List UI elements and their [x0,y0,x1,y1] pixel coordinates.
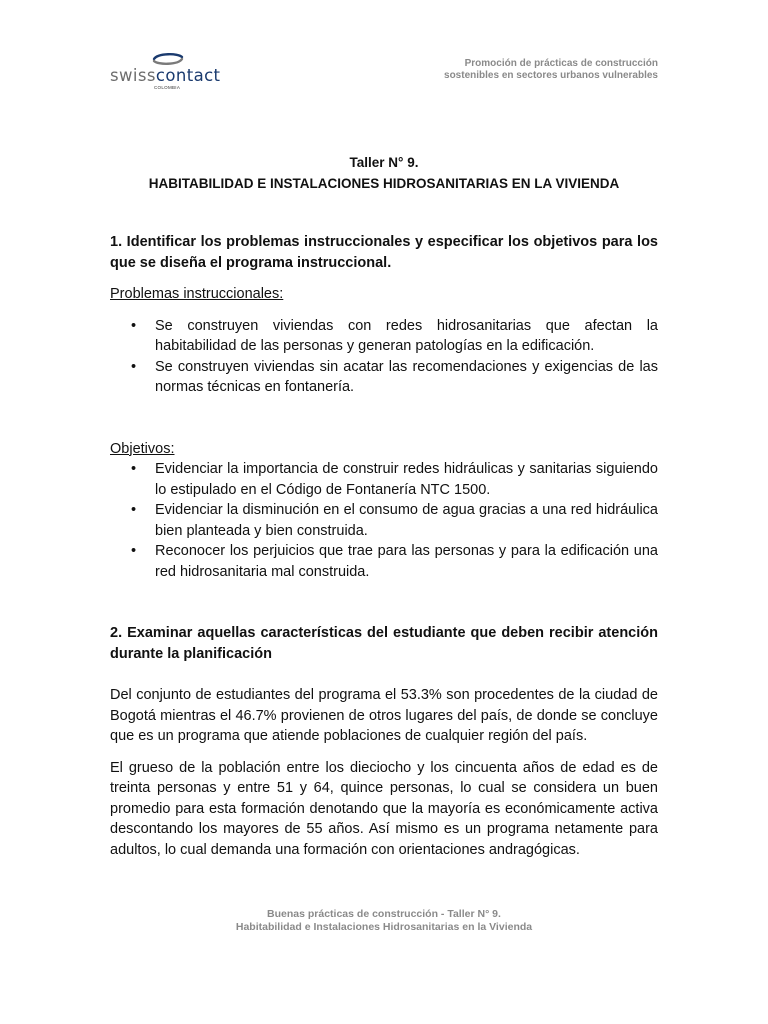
document-body [110,232,658,860]
section2-paragraph: El grueso de la población entre los dieciocho y los cincuenta años de edad es de treinta personas y entre 51 y 64, quince personas, lo cual se considera un buen promedio para esta formación denotando que la mayoría es económicamente activa descontando los mayores de 55 años. Así mismo es un programa netamente para adultos, lo cual demanda una formación con orientaciones andragógicas. [110,759,658,858]
logo-text-light: swiss [110,66,156,85]
logo-subtitle: COLOMBIA [154,85,181,90]
footer-line2: Habitabilidad e Instalaciones Hidrosanitarias en la Vivienda [235,921,533,933]
footer-line1: Buenas prácticas de construcción - Taller N° 9. [267,908,501,920]
section2-paragraph: Del conjunto de estudiantes del programa el 53.3% son procedentes de la ciudad de Bogotá mientras el 46.7% provienen de otros lugares del país, de donde se concluye que es un programa que atiende poblaciones de cualquier región del país. [110,687,658,744]
title-line2: HABITABILIDAD E INSTALACIONES HIDROSANITARIAS EN LA VIVIENDA [148,176,620,191]
header-tagline-line1: Promoción de prácticas de construcción [464,58,658,69]
objective-item: • Reconocer los perjuicios que trae para las personas y para la edificación una red hidrosanitaria mal construida. [155,541,658,582]
objective-item: • Evidenciar la disminución en el consumo de agua gracias a una red hidráulica bien planteada y bien construida. [155,500,658,541]
objective-item: • Evidenciar la importancia de construir redes hidráulicas y sanitarias siguiendo lo estipulado en el Código de Fontanería NTC 1500. [155,459,658,500]
problem-item: • Se construyen viviendas sin acatar las recomendaciones y exigencias de las normas técnicas en fontanería. [155,357,658,398]
swisscontact-logo [108,52,238,98]
page-footer [0,908,768,934]
problems-list [110,316,658,398]
problems-label: Problemas instruccionales: [110,286,284,302]
logo-text-dark: contact [155,66,221,85]
header-tagline [444,58,658,82]
header-tagline-line2: sostenibles en sectores urbanos vulnerables [444,70,658,81]
title-line1: Taller N° 9. [349,155,419,170]
swisscontact-logo-icon [148,52,188,66]
objectives-list [110,459,658,582]
logo-wordmark [110,66,220,85]
section2-heading: 2. Examinar aquellas características del estudiante que deben recibir atención durante la planificación [110,625,658,662]
section1-heading: 1. Identificar los problemas instruccionales y especificar los objetivos para los que se diseña el programa instruccional. [110,234,658,271]
document-title [110,152,658,194]
problem-item: • Se construyen viviendas con redes hidrosanitarias que afectan la habitabilidad de las personas y generan patologías en la edificación. [155,316,658,357]
objectives-label: Objetivos: [110,440,175,457]
